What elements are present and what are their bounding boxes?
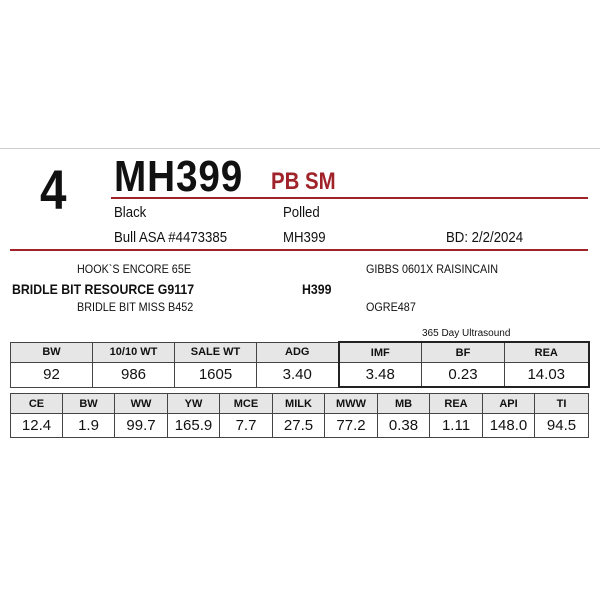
performance-header-cell: 10/10 WT <box>93 342 175 363</box>
ultrasound-value-cell: 0.23 <box>422 363 505 388</box>
epd-header-cell: MILK <box>273 394 325 414</box>
pedigree-dam: H399 <box>302 281 332 297</box>
epd-value-cell: 77.2 <box>325 414 378 438</box>
animal-name: MH399 <box>114 152 244 201</box>
performance-value-cell: 1605 <box>175 363 257 388</box>
performance-table <box>10 341 590 388</box>
tattoo-text: MH399 <box>283 229 326 246</box>
epd-value-cell: 94.5 <box>535 414 589 438</box>
epd-header-cell: MCE <box>220 394 273 414</box>
epd-value-cell: 27.5 <box>273 414 325 438</box>
epd-header-cell: WW <box>115 394 168 414</box>
epd-value-cell: 1.9 <box>63 414 115 438</box>
epd-value-cell: 7.7 <box>220 414 273 438</box>
performance-header-cell: BW <box>11 342 93 363</box>
birth-date-text: BD: 2/2/2024 <box>446 229 524 246</box>
epd-value-cell: 165.9 <box>168 414 220 438</box>
performance-value-row <box>11 363 589 388</box>
pedigree-red-divider <box>10 249 588 251</box>
epd-value-cell: 0.38 <box>378 414 430 438</box>
epd-value-cell: 12.4 <box>11 414 63 438</box>
epd-header-cell: MB <box>378 394 430 414</box>
ultrasound-value-cell: 14.03 <box>505 363 589 388</box>
performance-header-cell: ADG <box>257 342 339 363</box>
ultrasound-label: 365 Day Ultrasound <box>422 328 511 339</box>
epd-table <box>10 393 589 438</box>
epd-value-cell: 148.0 <box>483 414 535 438</box>
epd-value-cell: 1.11 <box>430 414 483 438</box>
ultrasound-value-cell: 3.48 <box>339 363 422 388</box>
pedigree-sire-sire: HOOK`S ENCORE 65E <box>77 262 192 276</box>
pedigree-sire: BRIDLE BIT RESOURCE G9117 <box>12 281 195 297</box>
lot-number: 4 <box>40 158 67 221</box>
performance-value-cell: 92 <box>11 363 93 388</box>
pedigree-dam-sire: GIBBS 0601X RAISINCAIN <box>366 262 499 276</box>
ultrasound-header-cell: IMF <box>339 342 422 363</box>
pedigree-dam-dam: OGRE487 <box>366 300 416 314</box>
epd-header-cell: MWW <box>325 394 378 414</box>
epd-header-cell: BW <box>63 394 115 414</box>
color-text: Black <box>114 204 147 221</box>
epd-header-cell: CE <box>11 394 63 414</box>
performance-value-cell: 986 <box>93 363 175 388</box>
epd-value-row <box>11 414 589 438</box>
epd-header-cell: YW <box>168 394 220 414</box>
breed-code: PB SM <box>271 168 336 195</box>
performance-header-cell: SALE WT <box>175 342 257 363</box>
epd-header-row <box>11 394 589 414</box>
epd-header-cell: REA <box>430 394 483 414</box>
epd-value-cell: 99.7 <box>115 414 168 438</box>
epd-header-cell: TI <box>535 394 589 414</box>
epd-header-cell: API <box>483 394 535 414</box>
pedigree-sire-dam: BRIDLE BIT MISS B452 <box>77 300 194 314</box>
ultrasound-header-cell: REA <box>505 342 589 363</box>
ultrasound-header-cell: BF <box>422 342 505 363</box>
top-divider <box>0 148 600 149</box>
performance-header-row <box>11 342 589 363</box>
registration-text: Bull ASA #4473385 <box>114 229 228 246</box>
header-red-divider <box>111 197 588 199</box>
horn-status-text: Polled <box>283 204 320 221</box>
performance-value-cell: 3.40 <box>257 363 339 388</box>
